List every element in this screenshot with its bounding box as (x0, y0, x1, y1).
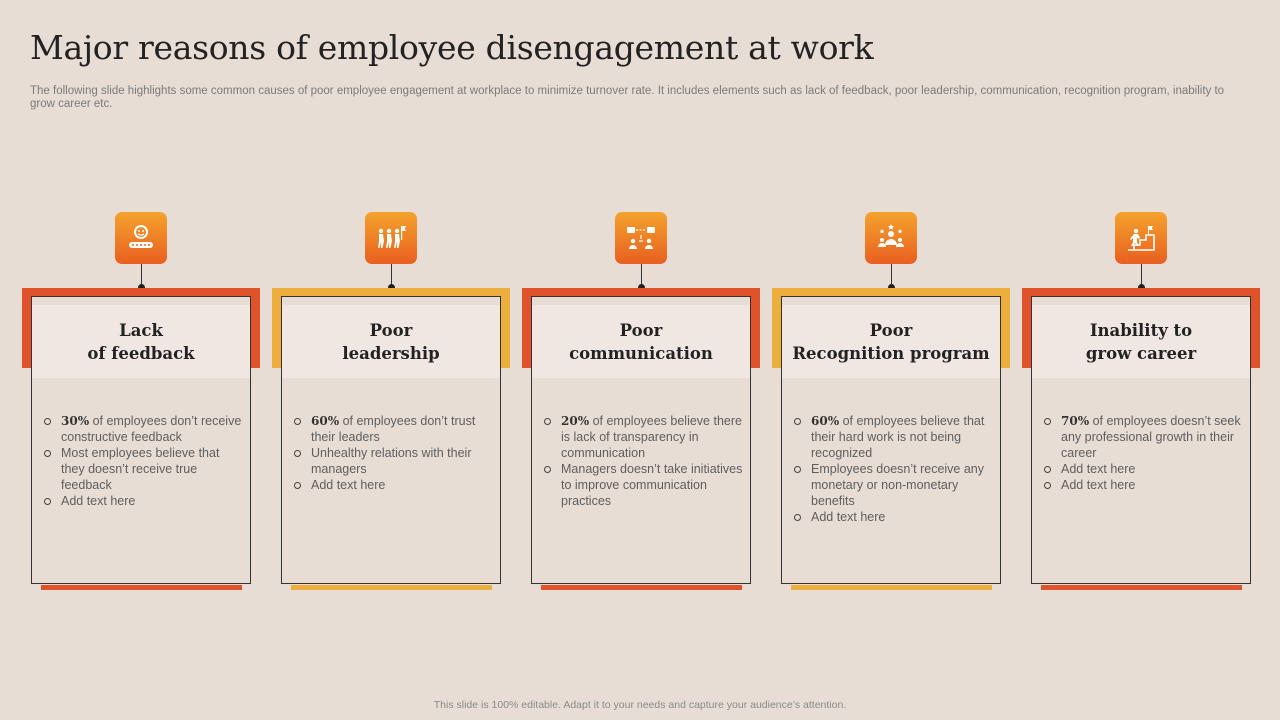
bullet-text: Unhealthy relations with their managers (311, 446, 472, 476)
list-item (794, 461, 994, 509)
card-bottom-bar (41, 585, 242, 590)
list-item (294, 445, 494, 477)
list-item (294, 413, 494, 445)
card-heading (532, 305, 750, 378)
bullet-text: Add text here (1061, 478, 1136, 492)
bullet-list (1044, 413, 1244, 493)
bullet-list (794, 413, 994, 525)
card-bottom-bar (791, 585, 992, 590)
bullet-list (294, 413, 494, 493)
percent-value: 60% (811, 414, 840, 428)
team-leader-flag-icon (365, 212, 417, 264)
heading-line-1: Poor (369, 320, 413, 340)
bullet-text: of employees believe there is lack of transparency in communication (561, 414, 742, 460)
list-item (1044, 413, 1244, 461)
list-item (1044, 461, 1244, 477)
heading-line-1: Inability to (1089, 320, 1193, 340)
reason-card (781, 296, 1001, 584)
bullet-text: of employees believe that their hard work is not being recognized (811, 414, 985, 460)
connector-line (141, 264, 142, 286)
heading-line-2: communication (569, 343, 713, 363)
connector-line (1141, 264, 1142, 286)
heading-line-1: Poor (619, 320, 663, 340)
recognition-stars-icon (865, 212, 917, 264)
bullet-text: Add text here (311, 478, 386, 492)
connector-line (391, 264, 392, 286)
list-item (794, 413, 994, 461)
heading-line-1: Lack (119, 320, 163, 340)
connector-line (641, 264, 642, 286)
reason-card (531, 296, 751, 584)
communication-network-icon (615, 212, 667, 264)
column-poor-communication (522, 212, 762, 592)
column-poor-leadership (272, 212, 512, 592)
heading-line-2: of feedback (87, 343, 195, 363)
list-item (1044, 477, 1244, 493)
reason-card (281, 296, 501, 584)
reason-card (31, 296, 251, 584)
list-item (294, 477, 494, 493)
card-bottom-bar (291, 585, 492, 590)
feedback-rating-icon (115, 212, 167, 264)
column-poor-recognition (772, 212, 1012, 592)
heading-line-2: grow career (1085, 343, 1197, 363)
heading-line-1: Poor (869, 320, 913, 340)
career-stairs-icon (1115, 212, 1167, 264)
list-item (44, 493, 244, 509)
bullet-text: Employees doesn’t receive any monetary or non-monetary benefits (811, 462, 985, 508)
column-lack-of-feedback (22, 212, 262, 592)
heading-line-2: leadership (342, 343, 440, 363)
bullet-list (544, 413, 744, 509)
footer-note: This slide is 100% editable. Adapt it to your needs and capture your audience’s attention. (433, 699, 847, 711)
reason-card (1031, 296, 1251, 584)
card-heading (782, 305, 1000, 378)
percent-value: 20% (561, 414, 590, 428)
list-item (544, 461, 744, 509)
bullet-list (44, 413, 244, 509)
page-title: Major reasons of employee disengagement at work (30, 28, 874, 67)
list-item (44, 413, 244, 445)
bullet-text: Add text here (1061, 462, 1136, 476)
list-item (544, 413, 744, 461)
column-inability-to-grow-career (1022, 212, 1262, 592)
bullet-text: of employees don’t receive constructive feedback (61, 414, 242, 444)
heading-line-2: Recognition program (792, 343, 990, 363)
percent-value: 60% (311, 414, 340, 428)
percent-value: 30% (61, 414, 90, 428)
bullet-text: Managers doesn’t take initiatives to improve communication practices (561, 462, 743, 508)
card-heading (1032, 305, 1250, 378)
bullet-text: of employees doesn’t seek any professional growth in their career (1061, 414, 1241, 460)
bullet-text: Add text here (811, 510, 886, 524)
card-bottom-bar (541, 585, 742, 590)
list-item (794, 509, 994, 525)
card-heading (32, 305, 250, 378)
connector-line (891, 264, 892, 286)
bullet-text: Add text here (61, 494, 136, 508)
card-bottom-bar (1041, 585, 1242, 590)
bullet-text: of employees don’t trust their leaders (311, 414, 476, 444)
card-heading (282, 305, 500, 378)
page-subtitle: The following slide highlights some common causes of poor employee engagement at workplace to minimize turnover rate. It includes elements such as lack of feedback, poor leadership, communication, recognition program, inability to grow career etc. (30, 85, 1225, 110)
bullet-text: Most employees believe that they doesn’t receive true feedback (61, 446, 220, 492)
percent-value: 70% (1061, 414, 1090, 428)
list-item (44, 445, 244, 493)
